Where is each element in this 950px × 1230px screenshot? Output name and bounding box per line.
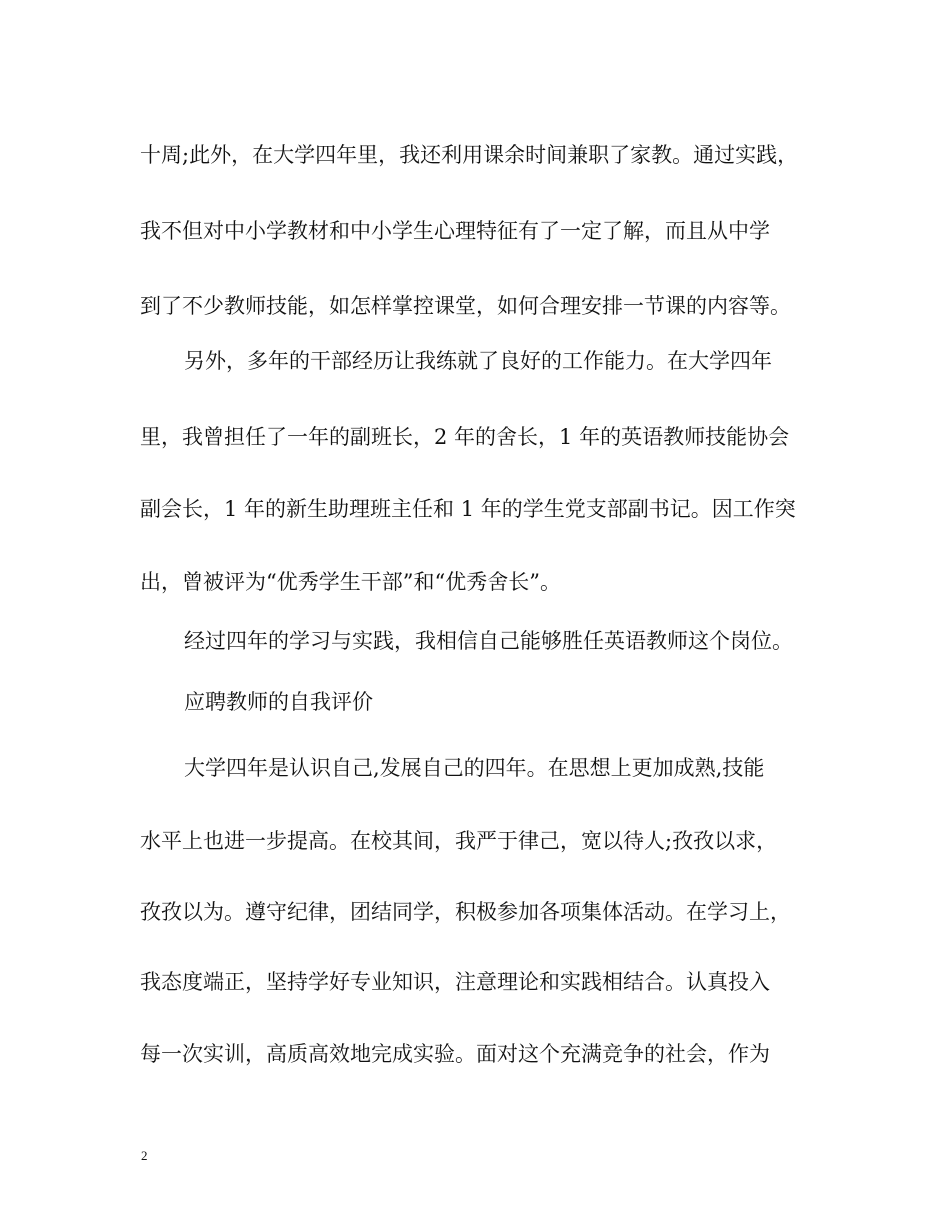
- body-text-line: 里，我曾担任了一年的副班长，2 年的舍长，1 年的英语教师技能协会: [140, 425, 790, 449]
- body-text-line: 到了不少教师技能，如怎样掌控课堂，如何合理安排一节课的内容等。: [140, 294, 791, 318]
- paragraph-first-line: 大学四年是认识自己,发展自己的四年。在思想上更加成熟,技能: [184, 756, 765, 780]
- page-number: 2: [141, 1148, 148, 1163]
- body-text-line: 我不但对中小学教材和中小学生心理特征有了一定了解，而且从中学: [140, 219, 770, 243]
- paragraph-first-line: 经过四年的学习与实践，我相信自己能够胜任英语教师这个岗位。: [184, 629, 793, 653]
- body-text-line: 水平上也进一步提高。在校其间，我严于律己，宽以待人;孜孜以求，: [140, 829, 778, 853]
- body-text-line: 我态度端正，坚持学好专业知识，注意理论和实践相结合。认真投入: [140, 970, 770, 994]
- body-text-line: 出，曾被评为“优秀学生干部”和“优秀舍长”。: [140, 570, 561, 594]
- paragraph-first-line: 另外，多年的干部经历让我练就了良好的工作能力。在大学四年: [184, 349, 772, 373]
- body-text-line: 每一次实训，高质高效地完成实验。面对这个充满竞争的社会，作为: [140, 1042, 770, 1066]
- body-text-line: 副会长，1 年的新生助理班主任和 1 年的学生党支部副书记。因工作突: [140, 497, 796, 521]
- section-heading: 应聘教师的自我评价: [184, 690, 373, 714]
- body-text-line: 孜孜以为。遵守纪律，团结同学，积极参加各项集体活动。在学习上，: [140, 900, 791, 924]
- body-text-line: 十周;此外，在大学四年里，我还利用课余时间兼职了家教。通过实践，: [140, 143, 799, 167]
